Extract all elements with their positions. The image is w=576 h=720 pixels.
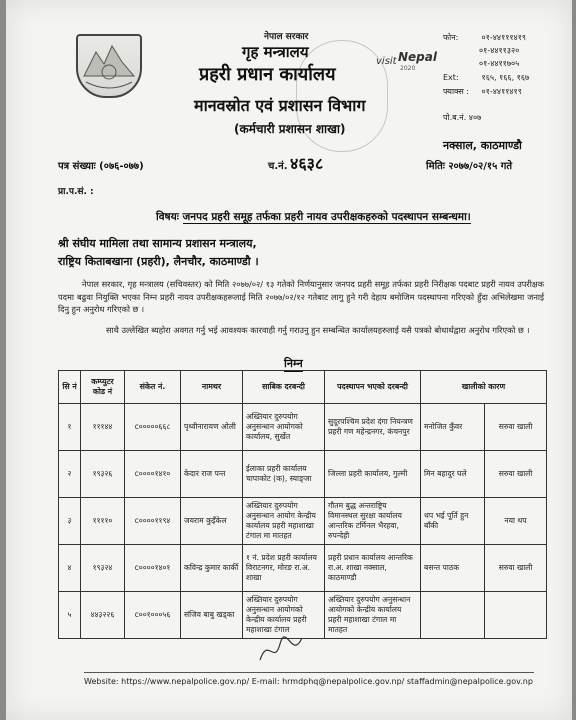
cell-reason: नया थप bbox=[485, 498, 547, 545]
patra-sankhya: पत्र संख्याः (०७६-०७७) bbox=[58, 161, 144, 172]
cell-sabik: १ नं. प्रदेश प्रहरी कार्यालय विराटनगर, मोरङ रा.अ. शाखा bbox=[243, 545, 325, 592]
cell-vacant-by: बसन्त पाठक bbox=[421, 545, 485, 592]
body-paragraph-1: नेपाल सरकार, गृह मन्त्रालय (सचिवस्तर) को मिति २०७७/०२/ १३ गतेको निर्णयानुसार जनपद प्रहरी समूह तर्फका प्रहरी निरीक्षक पदबाट प्रहरी नायव उपरीक्षक पदमा बढुवा नियुक्ति भएका निम्न प्रहरी नायव उपरीक्षकहरूलाई मिति २०७७/०२/१२ गतेबाट लागु हुने गरी देहाय बमोजिम पदस्थापना गरिएको हुँदा अभिलेखमा जनाई दिनु हुन अनुरोध गरिएको छ । bbox=[58, 279, 544, 314]
cell-vacant-by bbox=[421, 592, 485, 639]
nepal-emblem-icon bbox=[76, 34, 142, 98]
cell-sn: ५ bbox=[59, 592, 81, 639]
body-paragraph-2: साथै उल्लेखित ब्यहोरा अवगत गर्नु भई आवश्यक कारवाही गर्नु गराउनु हुन सम्बन्धित कार्यालयहरुलाई यसै पत्रको बोधार्थद्वारा अनुरोध गरिएको छ । bbox=[106, 325, 530, 335]
cell-reason: सरुवा खाली bbox=[485, 451, 547, 498]
cell-sn: ४ bbox=[59, 545, 81, 592]
cell-code: ११११० bbox=[81, 498, 125, 545]
signature bbox=[256, 630, 306, 670]
govt-label: नेपाल सरकार bbox=[264, 32, 309, 42]
table-row bbox=[59, 498, 547, 545]
cell-name: कविन्द्र कुमार कार्की bbox=[181, 545, 243, 592]
visit-logo-text: visit bbox=[376, 56, 397, 67]
addressee-line-2: राष्ट्रिय किताबखाना (प्रहरी), लैनचौर, काठमाण्डौ । bbox=[58, 255, 259, 268]
phone-row-2 bbox=[443, 45, 519, 56]
fax-value: ०१-४४११४१९ bbox=[481, 87, 522, 96]
office-title: प्रहरी प्रधान कार्यालय bbox=[199, 64, 336, 85]
po-box: पो.ब.नं. ४०७ bbox=[443, 113, 482, 122]
posting-table bbox=[58, 370, 547, 639]
col-header-sabik: साबिक दरबन्दी bbox=[243, 371, 325, 404]
pra-pa-sam: प्रा.प.सं. : bbox=[58, 187, 94, 197]
cell-name: जयराम कुइँकेल bbox=[181, 498, 243, 545]
col-header-sn: सि नं bbox=[59, 371, 81, 404]
phone-label: फोन: bbox=[443, 33, 459, 42]
footer-website[interactable]: Website: https://www.nepalpolice.gov.np/ bbox=[84, 677, 250, 686]
col-header-reason: खालीको कारण bbox=[421, 371, 547, 404]
cell-posting: गौतम बुद्ध अन्तराष्ट्रिय विमानस्थल सुरक्षा कार्यालय आन्तरिक टर्मिनल भैरहवा, रुपन्देही bbox=[325, 498, 421, 545]
ministry-title: गृह मन्त्रालय bbox=[242, 43, 309, 61]
cell-code: १११४४ bbox=[81, 404, 125, 451]
table-row bbox=[59, 545, 547, 592]
chalani-number: ४६३८ bbox=[290, 154, 324, 173]
col-header-code: कम्प्युटर कोड नं bbox=[81, 371, 125, 404]
cell-name: संजिव बाबु खड्का bbox=[181, 592, 243, 639]
subject-text: जनपद प्रहरी समूह तर्फका प्रहरी नायव उपरीक्षकहरुको पदस्थापन सम्बन्धमा। bbox=[182, 211, 471, 223]
col-header-name: नामथर bbox=[181, 371, 243, 404]
cell-sanket: c०००००६६८ bbox=[125, 404, 181, 451]
cell-sabik: अख्तियार दुरुपयोग अनुसन्धान आयोग केन्द्रीय कार्यालय प्रहरी महाशाखा टंगाल मा मातहत bbox=[243, 498, 325, 545]
cell-posting: सुदूरपश्चिम प्रदेश दंगा नियन्त्रण प्रहरी गण महेन्द्रनगर, कंचनपुर bbox=[325, 404, 421, 451]
table-title: निम्न bbox=[284, 357, 303, 370]
cell-reason bbox=[485, 592, 547, 639]
cell-vacant-by: थप भई पूर्ति हुन बाँकी bbox=[421, 498, 485, 545]
cell-posting: अख्तियार दुरुपयोग अनुसन्धान आयोगको केन्द्रीय कार्यालय प्रहरी महाशाखा टंगाल मा मातहत bbox=[325, 592, 421, 639]
ext-value: १६५, १६६, १६७ bbox=[481, 73, 530, 82]
fax-row bbox=[443, 86, 522, 97]
cell-code: ४४३२२६ bbox=[81, 592, 125, 639]
department-title: मानवस्रोत एवं प्रशासन विभाग bbox=[194, 96, 366, 115]
cell-code: १९३२४ bbox=[81, 545, 125, 592]
office-place: नक्साल, काठमाण्डौ bbox=[443, 139, 522, 152]
col-header-posting: पदस्थापन भएको दरबन्दी bbox=[325, 371, 421, 404]
cell-sabik: ईलाका प्रहरी कार्यालय चापाकोट (क), स्याङ्जा bbox=[243, 451, 325, 498]
phone-row-1 bbox=[443, 32, 526, 43]
footer-email[interactable]: E-mail: hrmdphq@nepalpolice.gov.np/ staffadmin@nepalpolice.gov.np bbox=[251, 677, 533, 686]
cell-posting: जिल्ला प्रहरी कार्यालय, गुल्मी bbox=[325, 451, 421, 498]
cell-sanket: c००१०००५६ bbox=[125, 592, 181, 639]
col-header-sanket: संकेत नं. bbox=[125, 371, 181, 404]
subject-label: विषयः bbox=[156, 211, 179, 223]
cell-reason: सरुवा खाली bbox=[485, 545, 547, 592]
cell-sn: २ bbox=[59, 451, 81, 498]
section-title: (कर्मचारी प्रशासन शाखा) bbox=[234, 122, 346, 136]
cell-sn: १ bbox=[59, 404, 81, 451]
letter-page bbox=[6, 0, 572, 720]
cell-code: १९३२६ bbox=[81, 451, 125, 498]
cell-sabik: अख्तियार दुरुपयोग अनुसन्धान आयोगको कार्यालय, सुर्खेत bbox=[243, 404, 325, 451]
phone-2: ०१-४४११३२० bbox=[479, 46, 520, 55]
fax-label: फ्याक्स : bbox=[443, 87, 469, 96]
visit-logo-year: 2020 bbox=[400, 65, 416, 72]
cell-sanket: c००००१४१० bbox=[125, 451, 181, 498]
table-row bbox=[59, 404, 547, 451]
visit-nepal-logo bbox=[376, 38, 436, 80]
table-header-row bbox=[59, 371, 547, 404]
phone-1: ०१-४४१११४१९ bbox=[481, 33, 527, 42]
cell-name: पृथ्वीनारायण ओली bbox=[181, 404, 243, 451]
letter-date: मितिः २०७७/०२/१५ गते bbox=[426, 161, 513, 172]
cell-name: केदार राज पन्त bbox=[181, 451, 243, 498]
cell-sanket: c००००१४०१ bbox=[125, 545, 181, 592]
subject-line bbox=[156, 210, 471, 224]
cell-posting: प्रहरी प्रधान कार्यालय आन्तरिक रा.अ. शाखा नक्साल, काठमाण्डौ bbox=[325, 545, 421, 592]
table-row bbox=[59, 451, 547, 498]
phone-row-3 bbox=[443, 58, 519, 69]
footer bbox=[84, 672, 534, 686]
addressee-line-1: श्री संघीय मामिला तथा सामान्य प्रशासन मन्त्रालय, bbox=[58, 237, 257, 250]
cell-reason: सरुवा खाली bbox=[485, 404, 547, 451]
ext-label: Ext: bbox=[443, 73, 459, 82]
visit-logo-brand: Nepal bbox=[398, 50, 437, 64]
chalani-label: च.नं. bbox=[268, 161, 288, 172]
cell-vacant-by: मिन बहादुर घले bbox=[421, 451, 485, 498]
cell-sabik: अख्तियार दुरुपयोग अनुसन्धान आयोगको केन्द्रीय कार्यालय प्रहरी महाशाखा टंगाल bbox=[243, 592, 325, 639]
ext-row bbox=[443, 72, 529, 83]
cell-sn: ३ bbox=[59, 498, 81, 545]
cell-sanket: c००००११९४ bbox=[125, 498, 181, 545]
cell-vacant-by: मनोजित कुँवर bbox=[421, 404, 485, 451]
phone-3: ०१-४४११७०५ bbox=[479, 59, 520, 68]
